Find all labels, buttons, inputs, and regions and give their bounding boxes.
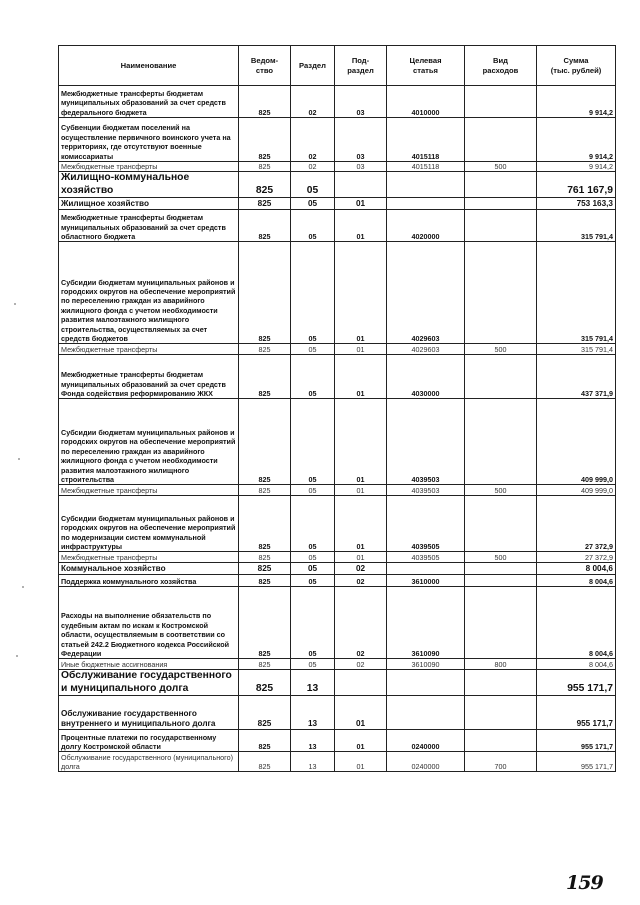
cell-ministry: 825: [239, 198, 291, 210]
cell-section: 05: [291, 485, 335, 496]
cell-sum: 9 914,2: [537, 162, 616, 172]
cell-sum: 437 371,9: [537, 355, 616, 399]
cell-section: 13: [291, 752, 335, 772]
table-row: [59, 172, 616, 198]
cell-ministry: 825: [239, 355, 291, 399]
cell-type: 500: [465, 162, 537, 172]
table-header-row: [59, 46, 616, 86]
cell-section: 05: [291, 659, 335, 670]
cell-type: [465, 730, 537, 752]
cell-sum: 27 372,9: [537, 496, 616, 552]
cell-sum: 8 004,6: [537, 575, 616, 587]
table-row: [59, 730, 616, 752]
cell-type: [465, 118, 537, 162]
cell-sum: 8 004,6: [537, 563, 616, 575]
cell-sum: 955 171,7: [537, 696, 616, 730]
cell-name: Обслуживание государственного внутреннего и муниципального долга: [59, 696, 239, 730]
scan-speck: [16, 655, 18, 657]
cell-sum: 27 372,9: [537, 552, 616, 563]
cell-name: Жилищное хозяйство: [59, 198, 239, 210]
cell-name: Субсидии бюджетам муниципальных районов и городских округов на обеспечение мероприятий по переселению граждан из аварийного жилищного фонда с учетом необходимости развития малоэтажного жилищного строительства, осуществляемых за счет средств бюджетов: [59, 242, 239, 344]
scan-speck: [14, 303, 16, 305]
table-row: [59, 575, 616, 587]
cell-subsection: 03: [335, 118, 387, 162]
page-number: 159: [566, 872, 603, 894]
cell-target: 4029603: [387, 242, 465, 344]
cell-ministry: 825: [239, 86, 291, 118]
table-row: [59, 696, 616, 730]
header-target: Целевая статья: [387, 46, 465, 86]
cell-section: 02: [291, 162, 335, 172]
cell-name: Обслуживание государственного (муниципального) долга: [59, 752, 239, 772]
cell-section: 13: [291, 670, 335, 696]
cell-name: Расходы на выполнение обязательств по судебным актам по искам к Костромской области, осуществляемым в соответствии со статьей 242.2 Бюджетного кодекса Российской Федерации: [59, 587, 239, 659]
cell-type: 500: [465, 485, 537, 496]
scan-speck: [18, 458, 20, 460]
cell-section: 05: [291, 563, 335, 575]
header-sum: Сумма (тыс. рублей): [537, 46, 616, 86]
cell-type: [465, 670, 537, 696]
cell-ministry: 825: [239, 399, 291, 485]
cell-sum: 8 004,6: [537, 587, 616, 659]
cell-ministry: 825: [239, 752, 291, 772]
cell-subsection: 01: [335, 752, 387, 772]
cell-sum: 8 004,6: [537, 659, 616, 670]
cell-name: Коммунальное хозяйство: [59, 563, 239, 575]
cell-type: [465, 242, 537, 344]
cell-ministry: 825: [239, 172, 291, 198]
cell-subsection: 01: [335, 399, 387, 485]
table-row: [59, 563, 616, 575]
cell-section: 02: [291, 118, 335, 162]
cell-section: 05: [291, 172, 335, 198]
cell-subsection: 02: [335, 563, 387, 575]
cell-name: Субвенции бюджетам поселений на осуществление первичного воинского учета на территориях, где отсутствуют военные комиссариаты: [59, 118, 239, 162]
table-row: [59, 587, 616, 659]
cell-target: 3610000: [387, 575, 465, 587]
cell-name: Жилищно-коммунальное хозяйство: [59, 172, 239, 198]
cell-ministry: 825: [239, 575, 291, 587]
cell-name: Субсидии бюджетам муниципальных районов и городских округов на обеспечение мероприятий по переселению граждан из аварийного жилищного фонда с учетом необходимости развития малоэтажного жилищного строительства: [59, 399, 239, 485]
cell-target: 4015118: [387, 118, 465, 162]
table-row: [59, 752, 616, 772]
cell-ministry: 825: [239, 730, 291, 752]
cell-ministry: 825: [239, 242, 291, 344]
cell-ministry: 825: [239, 496, 291, 552]
cell-name: Межбюджетные трансферты: [59, 344, 239, 355]
cell-target: 0240000: [387, 730, 465, 752]
cell-type: [465, 575, 537, 587]
cell-target: 3610090: [387, 587, 465, 659]
cell-name: Субсидии бюджетам муниципальных районов и городских округов на обеспечение мероприятий по модернизации систем коммунальной инфраструктуры: [59, 496, 239, 552]
cell-section: 02: [291, 86, 335, 118]
cell-subsection: 02: [335, 659, 387, 670]
header-name: Наименование: [59, 46, 239, 86]
cell-subsection: [335, 172, 387, 198]
cell-type: [465, 198, 537, 210]
cell-section: 05: [291, 242, 335, 344]
table-row: [59, 485, 616, 496]
table-row: [59, 198, 616, 210]
cell-subsection: 01: [335, 355, 387, 399]
cell-section: 13: [291, 730, 335, 752]
header-section: Раздел: [291, 46, 335, 86]
cell-sum: 753 163,3: [537, 198, 616, 210]
cell-sum: 761 167,9: [537, 172, 616, 198]
cell-target: 4039503: [387, 485, 465, 496]
cell-section: 05: [291, 587, 335, 659]
cell-subsection: [335, 670, 387, 696]
table-row: [59, 399, 616, 485]
cell-subsection: 01: [335, 696, 387, 730]
table-row: [59, 552, 616, 563]
cell-sum: 409 999,0: [537, 399, 616, 485]
cell-section: 05: [291, 355, 335, 399]
cell-ministry: 825: [239, 659, 291, 670]
table-row: [59, 118, 616, 162]
cell-name: Межбюджетные трансферты: [59, 552, 239, 563]
cell-target: 4039505: [387, 496, 465, 552]
cell-sum: 955 171,7: [537, 730, 616, 752]
cell-subsection: 01: [335, 552, 387, 563]
cell-target: [387, 172, 465, 198]
cell-subsection: 01: [335, 198, 387, 210]
cell-type: [465, 563, 537, 575]
cell-name: Межбюджетные трансферты бюджетам муниципальных образований за счет средств областного бюджета: [59, 210, 239, 242]
cell-section: 05: [291, 552, 335, 563]
cell-sum: 315 791,4: [537, 210, 616, 242]
budget-table: [58, 45, 616, 772]
cell-type: 700: [465, 752, 537, 772]
cell-subsection: 01: [335, 242, 387, 344]
cell-name: Поддержка коммунального хозяйства: [59, 575, 239, 587]
cell-sum: 409 999,0: [537, 485, 616, 496]
cell-name: Процентные платежи по государственному долгу Костромской области: [59, 730, 239, 752]
cell-subsection: 02: [335, 575, 387, 587]
cell-sum: 955 171,7: [537, 670, 616, 696]
cell-ministry: 825: [239, 118, 291, 162]
cell-section: 05: [291, 198, 335, 210]
cell-type: [465, 355, 537, 399]
cell-type: [465, 210, 537, 242]
cell-target: [387, 696, 465, 730]
cell-section: 05: [291, 575, 335, 587]
cell-section: 05: [291, 399, 335, 485]
cell-type: [465, 696, 537, 730]
cell-type: [465, 399, 537, 485]
cell-target: [387, 670, 465, 696]
table-row: [59, 86, 616, 118]
cell-target: 4015118: [387, 162, 465, 172]
cell-section: 13: [291, 696, 335, 730]
cell-ministry: 825: [239, 563, 291, 575]
cell-sum: 315 791,4: [537, 344, 616, 355]
cell-target: [387, 198, 465, 210]
table-row: [59, 344, 616, 355]
table-row: [59, 355, 616, 399]
cell-name: Межбюджетные трансферты бюджетам муниципальных образований за счет средств федерального бюджета: [59, 86, 239, 118]
table-row: [59, 496, 616, 552]
cell-subsection: 03: [335, 86, 387, 118]
cell-sum: 9 914,2: [537, 118, 616, 162]
cell-type: [465, 86, 537, 118]
cell-subsection: 01: [335, 344, 387, 355]
cell-ministry: 825: [239, 344, 291, 355]
cell-section: 05: [291, 496, 335, 552]
cell-type: 800: [465, 659, 537, 670]
cell-type: 500: [465, 552, 537, 563]
cell-name: Обслуживание государственного и муниципального долга: [59, 670, 239, 696]
header-subsection: Под- раздел: [335, 46, 387, 86]
cell-ministry: 825: [239, 670, 291, 696]
cell-target: 0240000: [387, 752, 465, 772]
table-row: [59, 210, 616, 242]
cell-type: [465, 172, 537, 198]
cell-sum: 9 914,2: [537, 86, 616, 118]
cell-section: 05: [291, 344, 335, 355]
header-ministry: Ведом- ство: [239, 46, 291, 86]
cell-sum: 955 171,7: [537, 752, 616, 772]
scan-speck: [22, 586, 24, 588]
cell-ministry: 825: [239, 162, 291, 172]
cell-target: 4029603: [387, 344, 465, 355]
table-row: [59, 242, 616, 344]
cell-type: 500: [465, 344, 537, 355]
cell-target: 4039505: [387, 552, 465, 563]
cell-ministry: 825: [239, 587, 291, 659]
table-row: [59, 162, 616, 172]
cell-target: 3610090: [387, 659, 465, 670]
cell-name: Межбюджетные трансферты: [59, 485, 239, 496]
cell-subsection: 01: [335, 730, 387, 752]
cell-subsection: 02: [335, 587, 387, 659]
cell-name: Межбюджетные трансферты: [59, 162, 239, 172]
cell-section: 05: [291, 210, 335, 242]
table-row: [59, 659, 616, 670]
cell-ministry: 825: [239, 552, 291, 563]
cell-ministry: 825: [239, 485, 291, 496]
cell-subsection: 01: [335, 496, 387, 552]
header-type: Вид расходов: [465, 46, 537, 86]
cell-type: [465, 496, 537, 552]
cell-ministry: 825: [239, 696, 291, 730]
cell-type: [465, 587, 537, 659]
cell-name: Межбюджетные трансферты бюджетам муниципальных образований за счет средств Фонда содействия реформированию ЖКХ: [59, 355, 239, 399]
cell-ministry: 825: [239, 210, 291, 242]
cell-target: 4030000: [387, 355, 465, 399]
cell-subsection: 01: [335, 485, 387, 496]
cell-sum: 315 791,4: [537, 242, 616, 344]
cell-target: 4010000: [387, 86, 465, 118]
cell-target: 4020000: [387, 210, 465, 242]
cell-name: Иные бюджетные ассигнования: [59, 659, 239, 670]
cell-subsection: 01: [335, 210, 387, 242]
table-row: [59, 670, 616, 696]
cell-target: [387, 563, 465, 575]
cell-target: 4039503: [387, 399, 465, 485]
cell-subsection: 03: [335, 162, 387, 172]
